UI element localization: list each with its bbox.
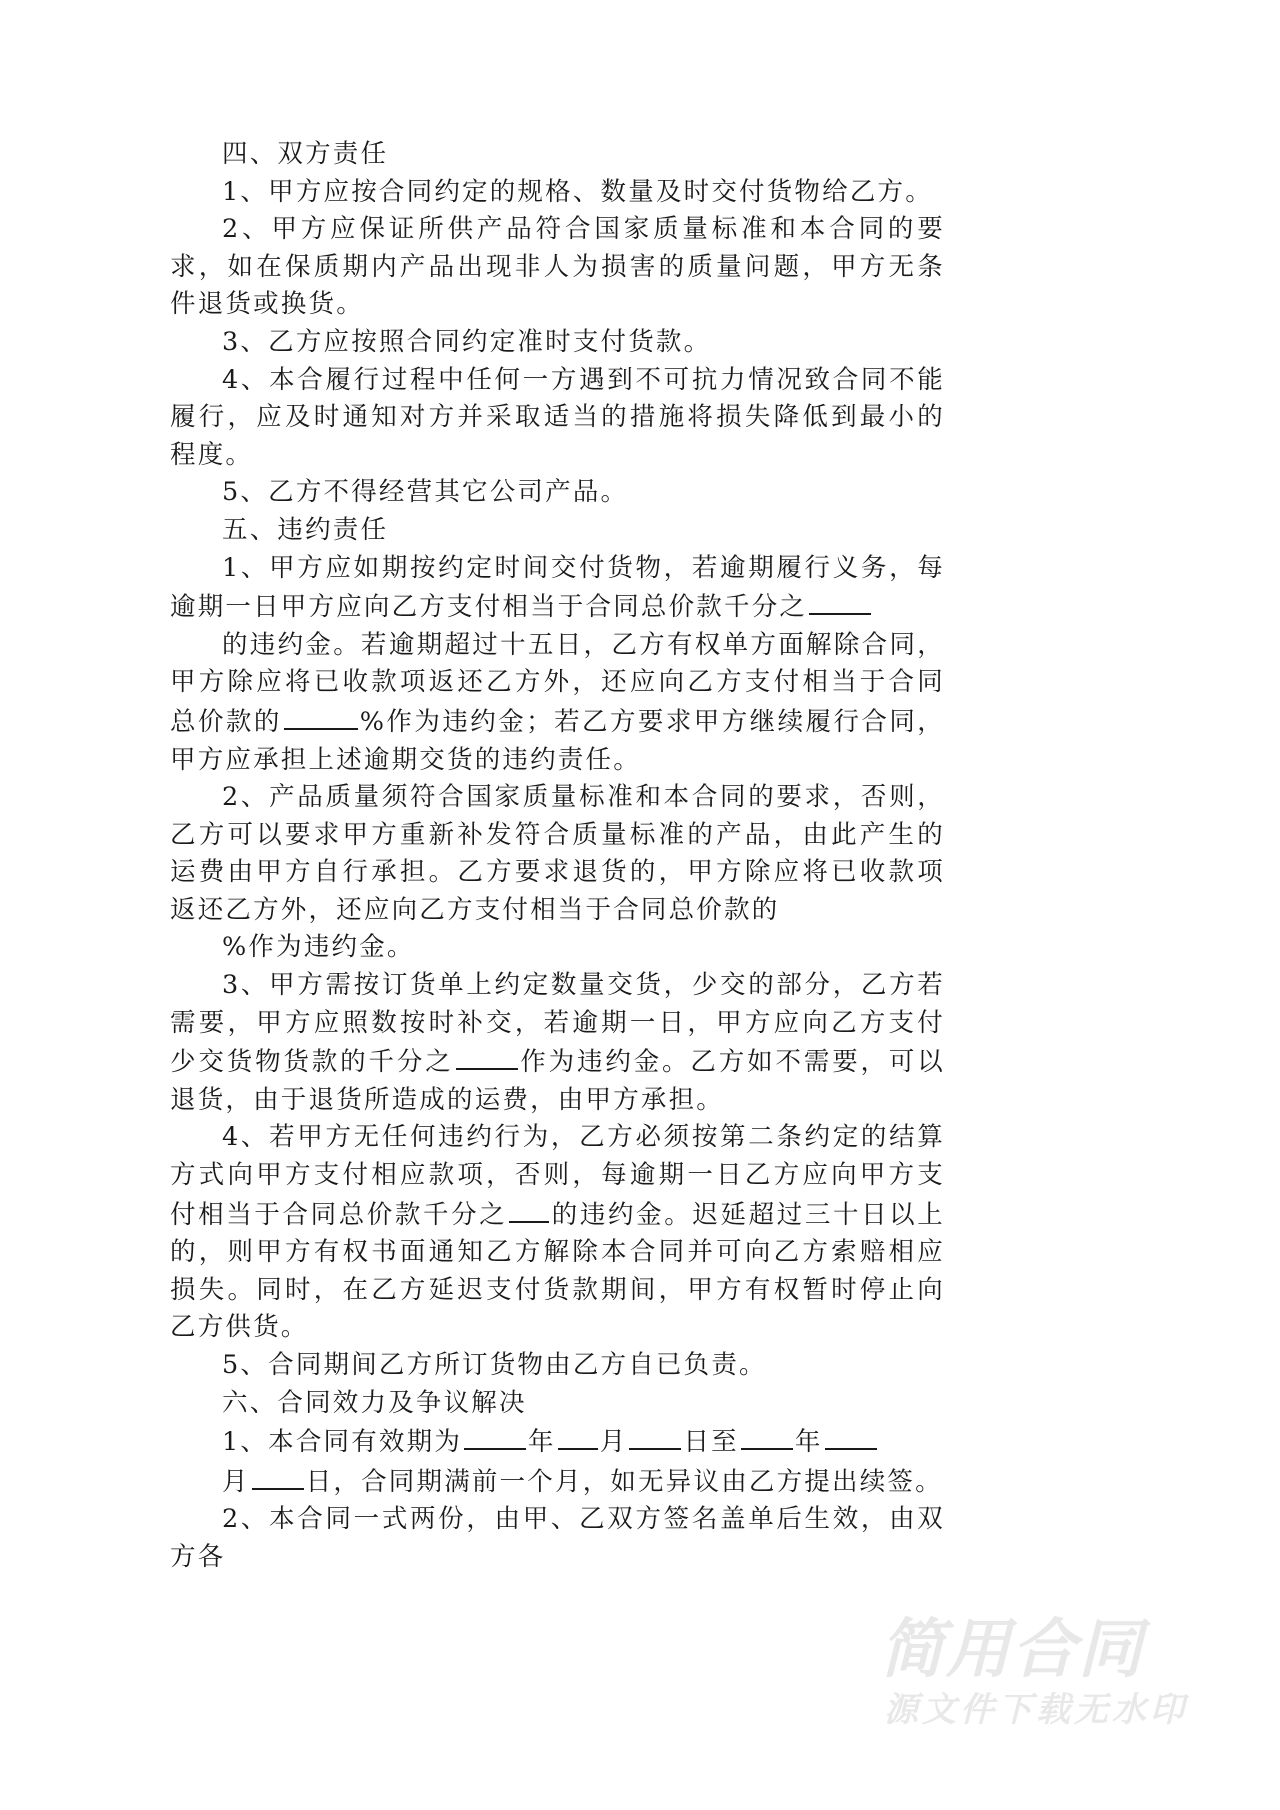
blank-field xyxy=(456,1042,518,1070)
clause-4-4: 4、本合履行过程中任何一方遇到不可抗力情况致合同不能履行，应及时通知对方并采取适当的措施将损失降低到最小的程度。 xyxy=(170,364,945,470)
blank-field xyxy=(809,587,871,615)
clause-5-1-part-b xyxy=(170,627,945,779)
blank-year-start xyxy=(464,1422,526,1450)
clause-4-3: 3、乙方应按照合同约定准时支付货款。 xyxy=(222,326,712,357)
contract-page xyxy=(170,136,945,1577)
watermark-notice: 源文件下载无水印 xyxy=(884,1690,1188,1730)
clause-5-4 xyxy=(170,1119,945,1347)
clause-5-2-part-b: %作为违约金。 xyxy=(222,932,415,963)
clause-6-2: 2、本合同一式两份，由甲、乙双方签名盖单后生效，由双方各 xyxy=(170,1504,945,1572)
clause-4-5: 5、乙方不得经营其它公司产品。 xyxy=(222,477,629,508)
blank-field xyxy=(509,1195,549,1223)
clause-5-2-part-a: 2、产品质量须符合国家质量标准和本合同的要求，否则，乙方可以要求甲方重新补发符合质量标准的产品，由此产生的运费由甲方自行承担。乙方要求退货的，甲方除应将已收款项返还乙方外，还应向乙方支付相当于合同总价款的 xyxy=(170,782,945,925)
clause-text: 3、甲方需按订货单上约定数量交货，少交的部分，乙方若需要，甲方应照数按时补交，若逾期一日，甲方应向乙方支付少交货物货款的千分之 xyxy=(170,970,945,1078)
watermark-brand: 简用合同 xyxy=(880,1613,1144,1687)
blank-month-end xyxy=(825,1422,877,1450)
clause-text: 作为违约金。乙方如不需要，可以退货，由于退货所造成的运费，由甲方承担。 xyxy=(170,1047,945,1115)
blank-day-start xyxy=(629,1422,681,1450)
clause-5-3 xyxy=(170,967,945,1119)
clause-text: 日，合同期满前一个月，如无异议由乙方提出续签。 xyxy=(305,1466,943,1497)
unit-month: 月 xyxy=(222,1466,250,1497)
unit-month: 月 xyxy=(599,1427,628,1458)
clause-6-1-part-a xyxy=(170,1422,945,1462)
clause-5-1-part-a xyxy=(170,550,945,627)
clause-text: 1、本合同有效期为 xyxy=(222,1427,463,1458)
clause-5-5: 5、合同期间乙方所订货物由乙方自已负责。 xyxy=(222,1350,767,1380)
clause-text: 的违约金。若逾期超过十五日，乙方有权单方面解除合同，甲方除应将已收款项返还乙方外，还应向乙方支付相当于合同总价款的 xyxy=(170,629,945,737)
clause-4-2: 2、甲方应保证所供产品符合国家质量标准和本合同的要求，如在保质期内产品出现非人为损害的质量问题，甲方无条件退货或换货。 xyxy=(170,214,945,320)
section-heading-validity: 六、合同效力及争议解决 xyxy=(222,1387,527,1418)
blank-month-start xyxy=(558,1422,598,1450)
clause-6-1-part-b xyxy=(170,1462,945,1502)
unit-year: 年 xyxy=(528,1427,556,1458)
clause-text: %作为违约金；若乙方要求甲方继续履行合同，甲方应承担上述逾期交货的违约责任。 xyxy=(170,706,945,775)
section-heading-breach: 五、违约责任 xyxy=(222,514,389,545)
unit-day-to: 日至 xyxy=(683,1427,739,1458)
blank-day-end xyxy=(252,1462,304,1490)
blank-field xyxy=(284,702,358,730)
blank-year-end xyxy=(741,1422,793,1450)
unit-year: 年 xyxy=(794,1427,823,1458)
clause-text: 4、若甲方无任何违约行为，乙方必须按第二条约定的结算方式向甲方支付相应款项，否则，每逾期一日乙方应向甲方支付相当于合同总价款千分之 xyxy=(170,1122,945,1230)
clause-text: 1、甲方应如期按约定时间交付货物，若逾期履行义务，每逾期一日甲方应向乙方支付相当于合同总价款千分之 xyxy=(170,552,945,623)
section-heading-responsibilities: 四、双方责任 xyxy=(222,139,389,169)
clause-4-1: 1、甲方应按合同约定的规格、数量及时交付货物给乙方。 xyxy=(222,176,933,207)
clause-text: 的违约金。迟延超过三十日以上的，则甲方有权书面通知乙方解除本合同并可向乙方索赔相应损失。同时，在乙方延迟支付货款期间，甲方有权暂时停止向乙方供货。 xyxy=(170,1199,945,1343)
